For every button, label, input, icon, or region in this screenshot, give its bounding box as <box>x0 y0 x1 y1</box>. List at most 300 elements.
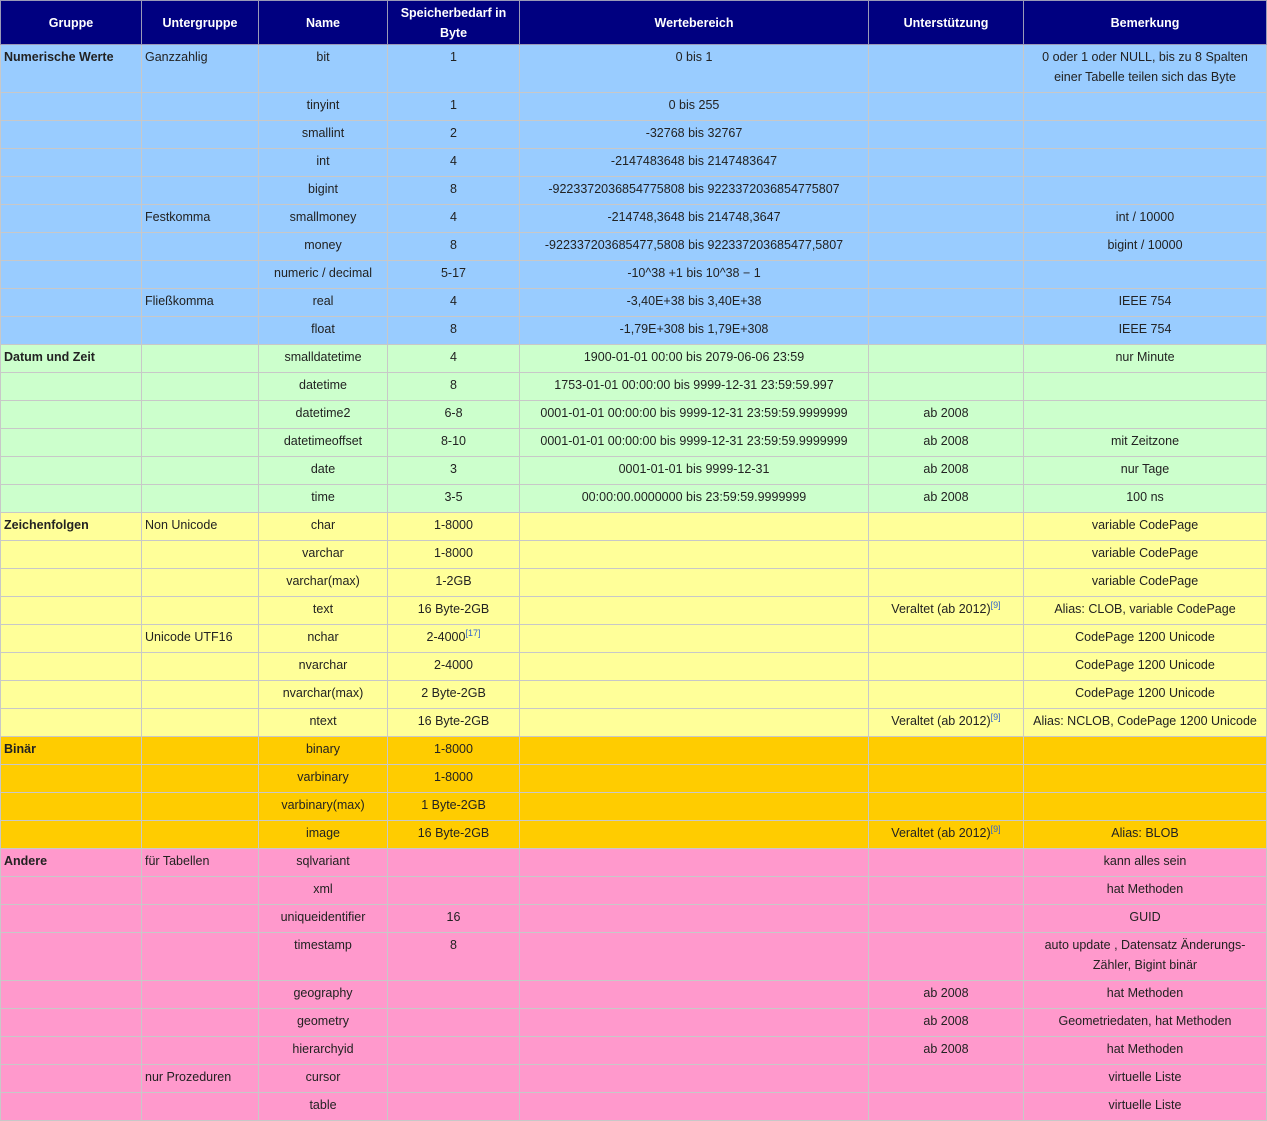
cell-speicherbedarf <box>388 485 520 513</box>
cell-speicherbedarf <box>388 793 520 821</box>
cell-name-text: money <box>304 238 342 252</box>
cell-wertebereich-text: 0 bis 1 <box>675 50 713 64</box>
header-wertebereich[interactable]: Wertebereich <box>520 1 869 45</box>
cell-wertebereich <box>520 233 869 261</box>
table-row <box>1 45 1267 93</box>
cell-untergruppe <box>142 569 259 597</box>
cell-wertebereich <box>520 289 869 317</box>
cell-speicherbedarf <box>388 345 520 373</box>
cell-unterstuetzung <box>869 793 1024 821</box>
cell-name-text: real <box>312 294 334 308</box>
cell-bemerkung-text: hat Methoden <box>1106 1042 1184 1056</box>
header-name[interactable]: Name <box>259 1 388 45</box>
table-header <box>1 1 1267 45</box>
table-row <box>1 849 1267 877</box>
cell-unterstuetzung <box>869 317 1024 345</box>
cell-speicherbedarf <box>388 261 520 289</box>
cell-speicherbedarf-text: 6-8 <box>444 406 463 420</box>
cell-speicherbedarf <box>388 149 520 177</box>
cell-name-text: uniqueidentifier <box>280 910 366 924</box>
cell-untergruppe <box>142 233 259 261</box>
cell-unterstuetzung <box>869 933 1024 981</box>
cell-name <box>259 597 388 625</box>
cell-bemerkung-text: 100 ns <box>1126 490 1164 504</box>
cell-wertebereich-text: -1,79E+308 bis 1,79E+308 <box>619 322 769 336</box>
cell-bemerkung <box>1024 681 1267 709</box>
cell-gruppe <box>1 93 142 121</box>
cell-name-text: datetimeoffset <box>283 434 363 448</box>
cell-bemerkung <box>1024 541 1267 569</box>
cell-untergruppe <box>142 541 259 569</box>
cell-wertebereich <box>520 513 869 541</box>
cell-speicherbedarf-text: 1-8000 <box>434 770 473 784</box>
cell-bemerkung-text: variable CodePage <box>1091 574 1199 588</box>
cell-untergruppe <box>142 401 259 429</box>
cell-name <box>259 485 388 513</box>
cell-speicherbedarf-text: 16 <box>446 910 461 924</box>
cell-speicherbedarf <box>388 457 520 485</box>
cell-gruppe <box>1 597 142 625</box>
cell-name <box>259 233 388 261</box>
table-row <box>1 821 1267 849</box>
cell-wertebereich <box>520 1093 869 1121</box>
footnote-link[interactable]: [9] <box>990 599 1001 610</box>
table-row <box>1 513 1267 541</box>
cell-name <box>259 709 388 737</box>
cell-wertebereich <box>520 457 869 485</box>
cell-untergruppe <box>142 149 259 177</box>
cell-gruppe-text: Datum und Zeit <box>4 350 95 364</box>
table-row <box>1 93 1267 121</box>
cell-name <box>259 569 388 597</box>
cell-gruppe-text: Andere <box>4 854 48 868</box>
cell-untergruppe <box>142 849 259 877</box>
cell-untergruppe <box>142 289 259 317</box>
cell-speicherbedarf <box>388 205 520 233</box>
cell-bemerkung-text: Alias: BLOB <box>1111 826 1179 840</box>
footnote-link[interactable]: [9] <box>990 711 1001 722</box>
cell-bemerkung <box>1024 793 1267 821</box>
cell-unterstuetzung-text: Veraltet (ab 2012) <box>891 714 991 728</box>
cell-unterstuetzung <box>869 1093 1024 1121</box>
cell-untergruppe-text: Fließkomma <box>145 294 214 308</box>
table-row <box>1 1065 1267 1093</box>
cell-untergruppe-text: Unicode UTF16 <box>145 630 233 644</box>
cell-wertebereich <box>520 737 869 765</box>
cell-unterstuetzung <box>869 513 1024 541</box>
cell-unterstuetzung <box>869 457 1024 485</box>
table-row <box>1 1093 1267 1121</box>
cell-gruppe <box>1 289 142 317</box>
cell-name-text: xml <box>313 882 333 896</box>
header-bemerkung[interactable]: Bemerkung <box>1024 1 1267 45</box>
cell-wertebereich <box>520 93 869 121</box>
cell-bemerkung-text: nur Minute <box>1115 350 1175 364</box>
cell-bemerkung <box>1024 1093 1267 1121</box>
cell-speicherbedarf <box>388 317 520 345</box>
cell-gruppe <box>1 121 142 149</box>
cell-wertebereich <box>520 121 869 149</box>
table-row <box>1 457 1267 485</box>
cell-gruppe <box>1 1037 142 1065</box>
footnote-link[interactable]: [17] <box>465 627 481 638</box>
cell-wertebereich <box>520 681 869 709</box>
cell-gruppe <box>1 877 142 905</box>
cell-name <box>259 905 388 933</box>
cell-name-text: time <box>311 490 335 504</box>
cell-name <box>259 765 388 793</box>
cell-gruppe <box>1 821 142 849</box>
cell-speicherbedarf-text: 3 <box>450 462 457 476</box>
cell-gruppe <box>1 317 142 345</box>
cell-bemerkung <box>1024 653 1267 681</box>
cell-name <box>259 149 388 177</box>
cell-bemerkung <box>1024 849 1267 877</box>
cell-bemerkung <box>1024 457 1267 485</box>
cell-speicherbedarf <box>388 177 520 205</box>
cell-bemerkung <box>1024 597 1267 625</box>
cell-name <box>259 849 388 877</box>
cell-unterstuetzung <box>869 345 1024 373</box>
cell-untergruppe-text: für Tabellen <box>145 854 210 868</box>
cell-bemerkung <box>1024 905 1267 933</box>
cell-unterstuetzung <box>869 401 1024 429</box>
cell-untergruppe <box>142 709 259 737</box>
cell-speicherbedarf <box>388 681 520 709</box>
cell-bemerkung-text: GUID <box>1129 910 1161 924</box>
table-row <box>1 793 1267 821</box>
cell-gruppe-text: Binär <box>4 742 36 756</box>
cell-speicherbedarf-text: 2 <box>450 126 457 140</box>
cell-wertebereich <box>520 345 869 373</box>
cell-bemerkung <box>1024 401 1267 429</box>
cell-name <box>259 933 388 981</box>
cell-gruppe <box>1 737 142 765</box>
cell-gruppe <box>1 373 142 401</box>
cell-speicherbedarf-text: 8 <box>450 182 457 196</box>
cell-unterstuetzung <box>869 765 1024 793</box>
cell-name <box>259 373 388 401</box>
cell-unterstuetzung <box>869 233 1024 261</box>
cell-bemerkung-text: CodePage 1200 Unicode <box>1075 658 1215 672</box>
cell-bemerkung <box>1024 45 1267 93</box>
cell-gruppe <box>1 177 142 205</box>
header-speicherbedarf[interactable]: Speicherbedarf in Byte <box>388 1 520 45</box>
cell-untergruppe <box>142 93 259 121</box>
cell-bemerkung-text: virtuelle Liste <box>1108 1098 1182 1112</box>
cell-unterstuetzung <box>869 261 1024 289</box>
cell-name-text: smalldatetime <box>284 350 362 364</box>
cell-bemerkung-text: IEEE 754 <box>1118 294 1172 308</box>
cell-name <box>259 45 388 93</box>
cell-gruppe <box>1 1093 142 1121</box>
cell-untergruppe <box>142 765 259 793</box>
cell-name <box>259 289 388 317</box>
cell-unterstuetzung <box>869 541 1024 569</box>
cell-wertebereich-text: -10^38 +1 bis 10^38 − 1 <box>627 266 761 280</box>
cell-speicherbedarf-text: 1 <box>450 50 457 64</box>
cell-wertebereich <box>520 149 869 177</box>
cell-untergruppe-text: Non Unicode <box>145 518 218 532</box>
cell-bemerkung <box>1024 177 1267 205</box>
cell-name-text: varchar <box>302 546 344 560</box>
cell-bemerkung-text: IEEE 754 <box>1118 322 1172 336</box>
cell-unterstuetzung <box>869 289 1024 317</box>
cell-speicherbedarf <box>388 821 520 849</box>
cell-gruppe <box>1 1009 142 1037</box>
cell-untergruppe <box>142 1037 259 1065</box>
cell-speicherbedarf-text: 1-2GB <box>435 574 472 588</box>
cell-untergruppe <box>142 205 259 233</box>
header-unterstuetzung[interactable]: Unterstützung <box>869 1 1024 45</box>
cell-wertebereich <box>520 429 869 457</box>
cell-gruppe <box>1 261 142 289</box>
cell-wertebereich <box>520 45 869 93</box>
cell-wertebereich <box>520 653 869 681</box>
cell-bemerkung <box>1024 981 1267 1009</box>
cell-untergruppe <box>142 513 259 541</box>
cell-name-text: hierarchyid <box>292 1042 354 1056</box>
cell-wertebereich <box>520 485 869 513</box>
cell-bemerkung <box>1024 289 1267 317</box>
table-row <box>1 233 1267 261</box>
cell-speicherbedarf <box>388 1065 520 1093</box>
cell-speicherbedarf <box>388 373 520 401</box>
table-row <box>1 933 1267 981</box>
table-row <box>1 429 1267 457</box>
table-row <box>1 177 1267 205</box>
cell-name <box>259 1009 388 1037</box>
footnote-link[interactable]: [9] <box>990 823 1001 834</box>
cell-gruppe <box>1 485 142 513</box>
cell-speicherbedarf-text: 16 Byte-2GB <box>417 826 490 840</box>
cell-unterstuetzung-text: ab 2008 <box>923 1042 969 1056</box>
cell-unterstuetzung-text: ab 2008 <box>923 490 969 504</box>
cell-unterstuetzung <box>869 1037 1024 1065</box>
cell-unterstuetzung <box>869 981 1024 1009</box>
cell-wertebereich-text: 0 bis 255 <box>668 98 720 112</box>
cell-untergruppe <box>142 1093 259 1121</box>
cell-wertebereich <box>520 205 869 233</box>
cell-wertebereich <box>520 933 869 981</box>
cell-name-text: sqlvariant <box>296 854 350 868</box>
cell-speicherbedarf-text: 2-4000 <box>426 630 466 644</box>
cell-unterstuetzung <box>869 569 1024 597</box>
cell-speicherbedarf <box>388 597 520 625</box>
cell-untergruppe <box>142 261 259 289</box>
table-row <box>1 261 1267 289</box>
cell-unterstuetzung <box>869 1009 1024 1037</box>
cell-untergruppe <box>142 485 259 513</box>
cell-wertebereich <box>520 1037 869 1065</box>
cell-wertebereich <box>520 177 869 205</box>
cell-name-text: char <box>310 518 336 532</box>
cell-wertebereich <box>520 821 869 849</box>
cell-bemerkung <box>1024 233 1267 261</box>
cell-untergruppe <box>142 45 259 93</box>
cell-unterstuetzung <box>869 429 1024 457</box>
cell-bemerkung-text: kann alles sein <box>1103 854 1187 868</box>
cell-name-text: nvarchar(max) <box>282 686 364 700</box>
cell-speicherbedarf <box>388 653 520 681</box>
cell-name-text: bit <box>316 50 330 64</box>
cell-bemerkung <box>1024 345 1267 373</box>
cell-name <box>259 737 388 765</box>
table-row <box>1 317 1267 345</box>
cell-speicherbedarf-text: 16 Byte-2GB <box>417 602 490 616</box>
cell-wertebereich <box>520 261 869 289</box>
cell-speicherbedarf-text: 2 Byte-2GB <box>421 686 486 700</box>
cell-bemerkung-text: CodePage 1200 Unicode <box>1075 686 1215 700</box>
cell-wertebereich <box>520 317 869 345</box>
header-untergruppe[interactable]: Untergruppe <box>142 1 259 45</box>
cell-speicherbedarf-text: 1-8000 <box>434 518 473 532</box>
cell-untergruppe <box>142 373 259 401</box>
cell-name <box>259 457 388 485</box>
cell-bemerkung <box>1024 317 1267 345</box>
table-row <box>1 149 1267 177</box>
cell-name <box>259 625 388 653</box>
table-row <box>1 625 1267 653</box>
cell-speicherbedarf <box>388 513 520 541</box>
cell-unterstuetzung-text: ab 2008 <box>923 434 969 448</box>
cell-name-text: text <box>312 602 334 616</box>
table-row <box>1 877 1267 905</box>
table-row <box>1 1037 1267 1065</box>
cell-wertebereich <box>520 541 869 569</box>
cell-speicherbedarf <box>388 849 520 877</box>
cell-speicherbedarf-text: 8 <box>450 322 457 336</box>
table-row <box>1 541 1267 569</box>
cell-wertebereich-text: -214748,3648 bis 214748,3647 <box>607 210 781 224</box>
cell-wertebereich-text: 0001-01-01 00:00:00 bis 9999-12-31 23:59:59.9999999 <box>540 406 848 420</box>
cell-bemerkung-text: variable CodePage <box>1091 518 1199 532</box>
cell-gruppe <box>1 653 142 681</box>
cell-wertebereich <box>520 849 869 877</box>
cell-wertebereich-text: 1900-01-01 00:00 bis 2079-06-06 23:59 <box>583 350 805 364</box>
cell-bemerkung <box>1024 205 1267 233</box>
cell-wertebereich <box>520 569 869 597</box>
cell-unterstuetzung <box>869 849 1024 877</box>
table-body <box>1 45 1267 1121</box>
cell-name-text: geometry <box>296 1014 350 1028</box>
cell-untergruppe <box>142 1065 259 1093</box>
cell-name-text: nvarchar <box>298 658 348 672</box>
cell-name <box>259 681 388 709</box>
cell-speicherbedarf <box>388 933 520 981</box>
cell-bemerkung-text: nur Tage <box>1120 462 1170 476</box>
cell-speicherbedarf-text: 3-5 <box>444 490 463 504</box>
cell-wertebereich-text: -3,40E+38 bis 3,40E+38 <box>626 294 762 308</box>
cell-speicherbedarf-text: 1 <box>450 98 457 112</box>
table-row <box>1 709 1267 737</box>
cell-speicherbedarf <box>388 765 520 793</box>
cell-untergruppe <box>142 345 259 373</box>
cell-name <box>259 541 388 569</box>
cell-speicherbedarf <box>388 737 520 765</box>
table-row <box>1 681 1267 709</box>
cell-bemerkung <box>1024 1037 1267 1065</box>
cell-speicherbedarf <box>388 93 520 121</box>
cell-gruppe <box>1 765 142 793</box>
cell-unterstuetzung <box>869 45 1024 93</box>
cell-wertebereich <box>520 981 869 1009</box>
cell-untergruppe-text: Festkomma <box>145 210 211 224</box>
cell-gruppe <box>1 457 142 485</box>
cell-name <box>259 345 388 373</box>
cell-bemerkung <box>1024 121 1267 149</box>
cell-wertebereich-text: 1753-01-01 00:00:00 bis 9999-12-31 23:59:59.997 <box>554 378 834 392</box>
cell-speicherbedarf <box>388 429 520 457</box>
cell-bemerkung <box>1024 429 1267 457</box>
cell-bemerkung-text: variable CodePage <box>1091 546 1199 560</box>
cell-bemerkung <box>1024 737 1267 765</box>
table-row <box>1 205 1267 233</box>
cell-untergruppe <box>142 681 259 709</box>
cell-name <box>259 93 388 121</box>
cell-untergruppe <box>142 905 259 933</box>
cell-bemerkung-text: auto update , Datensatz Änderungs-Zähler, Bigint binär <box>1044 938 1246 972</box>
cell-unterstuetzung <box>869 681 1024 709</box>
cell-gruppe <box>1 45 142 93</box>
cell-name <box>259 793 388 821</box>
cell-speicherbedarf-text: 8 <box>450 938 457 952</box>
cell-unterstuetzung <box>869 737 1024 765</box>
cell-speicherbedarf <box>388 121 520 149</box>
cell-name-text: timestamp <box>294 938 352 952</box>
cell-unterstuetzung-text: ab 2008 <box>923 986 969 1000</box>
cell-speicherbedarf-text: 5-17 <box>440 266 467 280</box>
cell-gruppe <box>1 981 142 1009</box>
cell-name-text: geography <box>293 986 353 1000</box>
cell-name-text: varbinary(max) <box>281 798 365 812</box>
cell-speicherbedarf <box>388 401 520 429</box>
cell-unterstuetzung <box>869 709 1024 737</box>
cell-speicherbedarf-text: 2-4000 <box>434 658 473 672</box>
cell-speicherbedarf-text: 8 <box>450 378 457 392</box>
cell-untergruppe <box>142 317 259 345</box>
cell-bemerkung <box>1024 149 1267 177</box>
cell-speicherbedarf <box>388 981 520 1009</box>
cell-wertebereich <box>520 1065 869 1093</box>
cell-bemerkung-text: Alias: NCLOB, CodePage 1200 Unicode <box>1033 714 1257 728</box>
cell-unterstuetzung <box>869 597 1024 625</box>
cell-untergruppe <box>142 177 259 205</box>
cell-bemerkung-text: Alias: CLOB, variable CodePage <box>1054 602 1236 616</box>
cell-wertebereich <box>520 373 869 401</box>
cell-unterstuetzung <box>869 93 1024 121</box>
cell-gruppe <box>1 569 142 597</box>
cell-wertebereich <box>520 905 869 933</box>
cell-name <box>259 1065 388 1093</box>
cell-bemerkung <box>1024 569 1267 597</box>
cell-wertebereich <box>520 877 869 905</box>
cell-untergruppe <box>142 821 259 849</box>
cell-name-text: smallint <box>301 126 345 140</box>
cell-gruppe <box>1 905 142 933</box>
cell-name <box>259 877 388 905</box>
cell-bemerkung-text: hat Methoden <box>1106 882 1184 896</box>
cell-speicherbedarf <box>388 709 520 737</box>
cell-untergruppe <box>142 877 259 905</box>
cell-name-text: image <box>305 826 341 840</box>
cell-bemerkung <box>1024 513 1267 541</box>
header-gruppe[interactable]: Gruppe <box>1 1 142 45</box>
table-row <box>1 653 1267 681</box>
cell-bemerkung <box>1024 821 1267 849</box>
cell-speicherbedarf <box>388 1009 520 1037</box>
cell-speicherbedarf <box>388 541 520 569</box>
